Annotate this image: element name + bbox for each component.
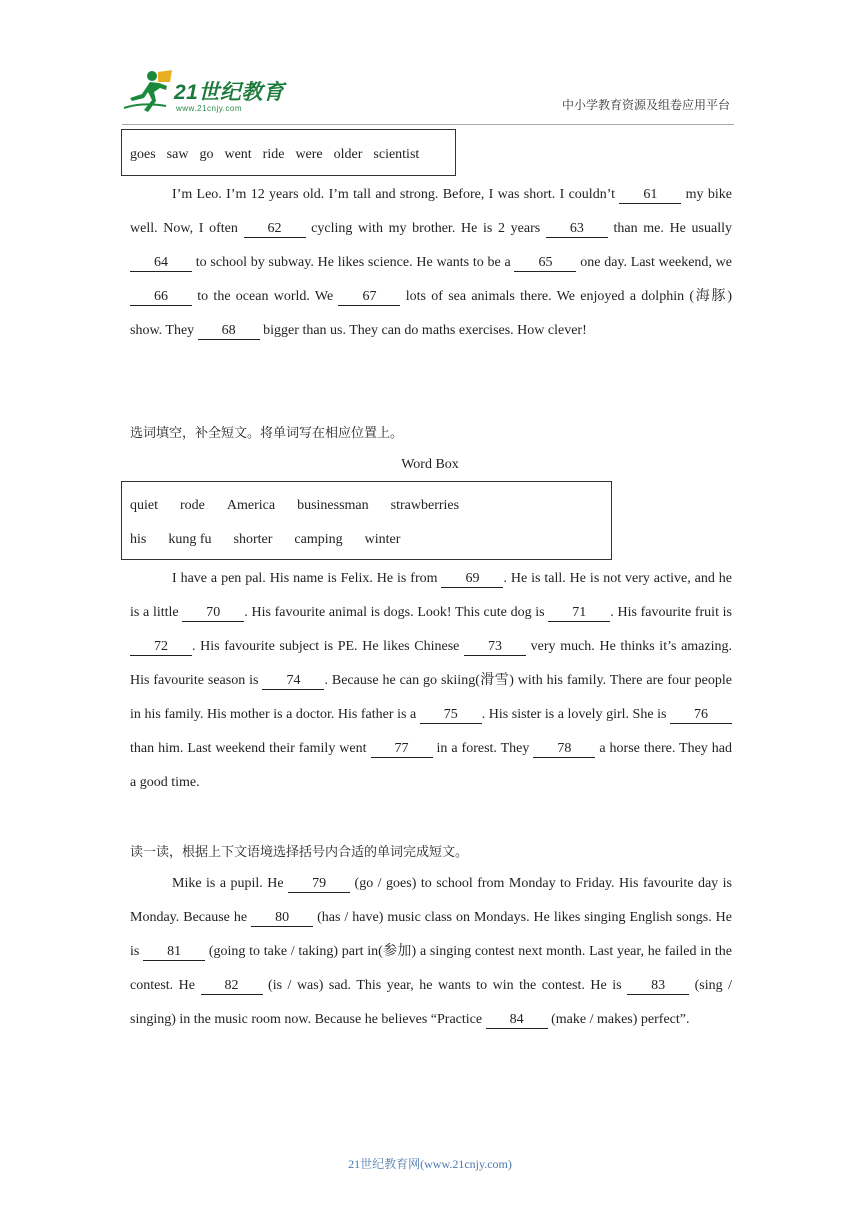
word-box-row-1 [130, 498, 481, 514]
logo-url: www.21cnjy.com [176, 104, 242, 113]
word-list-1 [130, 147, 430, 163]
word-option: were [295, 147, 323, 162]
passage-3: Mike is a pupil. He 79 (go / goes) to school from Monday to Friday. His favourite day is Monday. Because he 80 (has / have) music class on Mondays. He likes singing English songs. He is 81 (going to take / taking) part in(参加) a singing contest next month. Last year, he failed in the contest. He 82 (is / was) sad. This year, he wants to win the contest. He is 83 (sing / singing) in the music room now. Because he believes “Practice 84 (make / makes) perfect”. [130, 876, 733, 1027]
answer-blank[interactable]: 82 [201, 978, 263, 995]
answer-blank[interactable]: 78 [533, 741, 595, 758]
answer-blank[interactable]: 68 [198, 323, 260, 340]
word-option: go [199, 147, 214, 162]
passage-2: I have a pen pal. His name is Felix. He is from 69 . He is tall. He is not very active, and he is a little 70 . His favourite animal is dogs. Look! This cute dog is 71 . His favourite fruit is 72 . His favourite subject is PE. He likes Chinese 73 very much. He thinks it’s amazing. His favourite season is 74 . Because he can go skiing(滑雪) with his family. There are four people in his family. His mother is a doctor. His father is a 75 . His sister is a lovely girl. She is 76 than him. Last weekend their family went 77 in a forest. They 78 a horse there. They had a good time. [130, 571, 732, 790]
word-option: ride [262, 147, 285, 162]
word-option: camping [294, 532, 343, 547]
word-option: quiet [130, 498, 158, 513]
word-box-title: Word Box [401, 457, 459, 472]
word-option: scientist [373, 147, 420, 162]
word-option: goes [130, 147, 156, 162]
logo [122, 68, 292, 118]
word-box-2 [121, 481, 612, 560]
answer-blank[interactable]: 73 [464, 639, 526, 656]
answer-blank[interactable]: 69 [441, 571, 503, 588]
header-divider [122, 124, 734, 125]
page-footer: 21世纪教育网(www.21cnjy.com) [348, 1157, 512, 1171]
answer-blank[interactable]: 65 [514, 255, 576, 272]
instruction-2: 选词填空，补全短文。将单词写在相应位置上。 [130, 426, 404, 441]
answer-blank[interactable]: 72 [130, 639, 192, 656]
word-option: businessman [297, 498, 369, 513]
answer-blank[interactable]: 77 [371, 741, 433, 758]
page-header [0, 0, 860, 130]
answer-blank[interactable]: 63 [546, 221, 608, 238]
word-option: his [130, 532, 147, 547]
word-option: older [333, 147, 363, 162]
answer-blank[interactable]: 80 [251, 910, 313, 927]
answer-blank[interactable]: 83 [627, 978, 689, 995]
answer-blank[interactable]: 74 [262, 673, 324, 690]
answer-blank[interactable]: 64 [130, 255, 192, 272]
word-option: America [226, 498, 276, 513]
answer-blank[interactable]: 81 [143, 944, 205, 961]
passage-1: I’m Leo. I’m 12 years old. I’m tall and strong. Before, I was short. I couldn’t 61 my bike well. Now, I often 62 cycling with my brother. He is 2 years 63 than me. He usually 64 to school by subway. He likes science. He wants to be a 65 one day. Last weekend, we 66 to the ocean world. We 67 lots of sea animals there. We enjoyed a dolphin (海豚) show. They 68 bigger than us. They can do maths exercises. How clever! [130, 187, 732, 338]
platform-name: 中小学教育资源及组卷应用平台 [561, 98, 730, 112]
logo-text: 21世纪教育 [174, 81, 285, 104]
word-option: saw [166, 147, 189, 162]
word-option: shorter [233, 532, 273, 547]
answer-blank[interactable]: 84 [486, 1012, 548, 1029]
word-box-row-2 [130, 532, 422, 548]
word-option: rode [180, 498, 205, 513]
answer-blank[interactable]: 79 [288, 876, 350, 893]
word-option: strawberries [390, 498, 460, 513]
answer-blank[interactable]: 67 [338, 289, 400, 306]
word-box-1 [121, 129, 456, 176]
instruction-3: 读一读，根据上下文语境选择括号内合适的单词完成短文。 [130, 845, 469, 860]
answer-blank[interactable]: 71 [548, 605, 610, 622]
answer-blank[interactable]: 66 [130, 289, 192, 306]
answer-blank[interactable]: 75 [420, 707, 482, 724]
answer-blank[interactable]: 70 [182, 605, 244, 622]
word-option: kung fu [168, 532, 212, 547]
word-option: winter [364, 532, 401, 547]
answer-blank[interactable]: 61 [619, 187, 681, 204]
runner-logo-icon [122, 68, 174, 114]
word-option: went [224, 147, 252, 162]
answer-blank[interactable]: 76 [670, 707, 732, 724]
answer-blank[interactable]: 62 [244, 221, 306, 238]
